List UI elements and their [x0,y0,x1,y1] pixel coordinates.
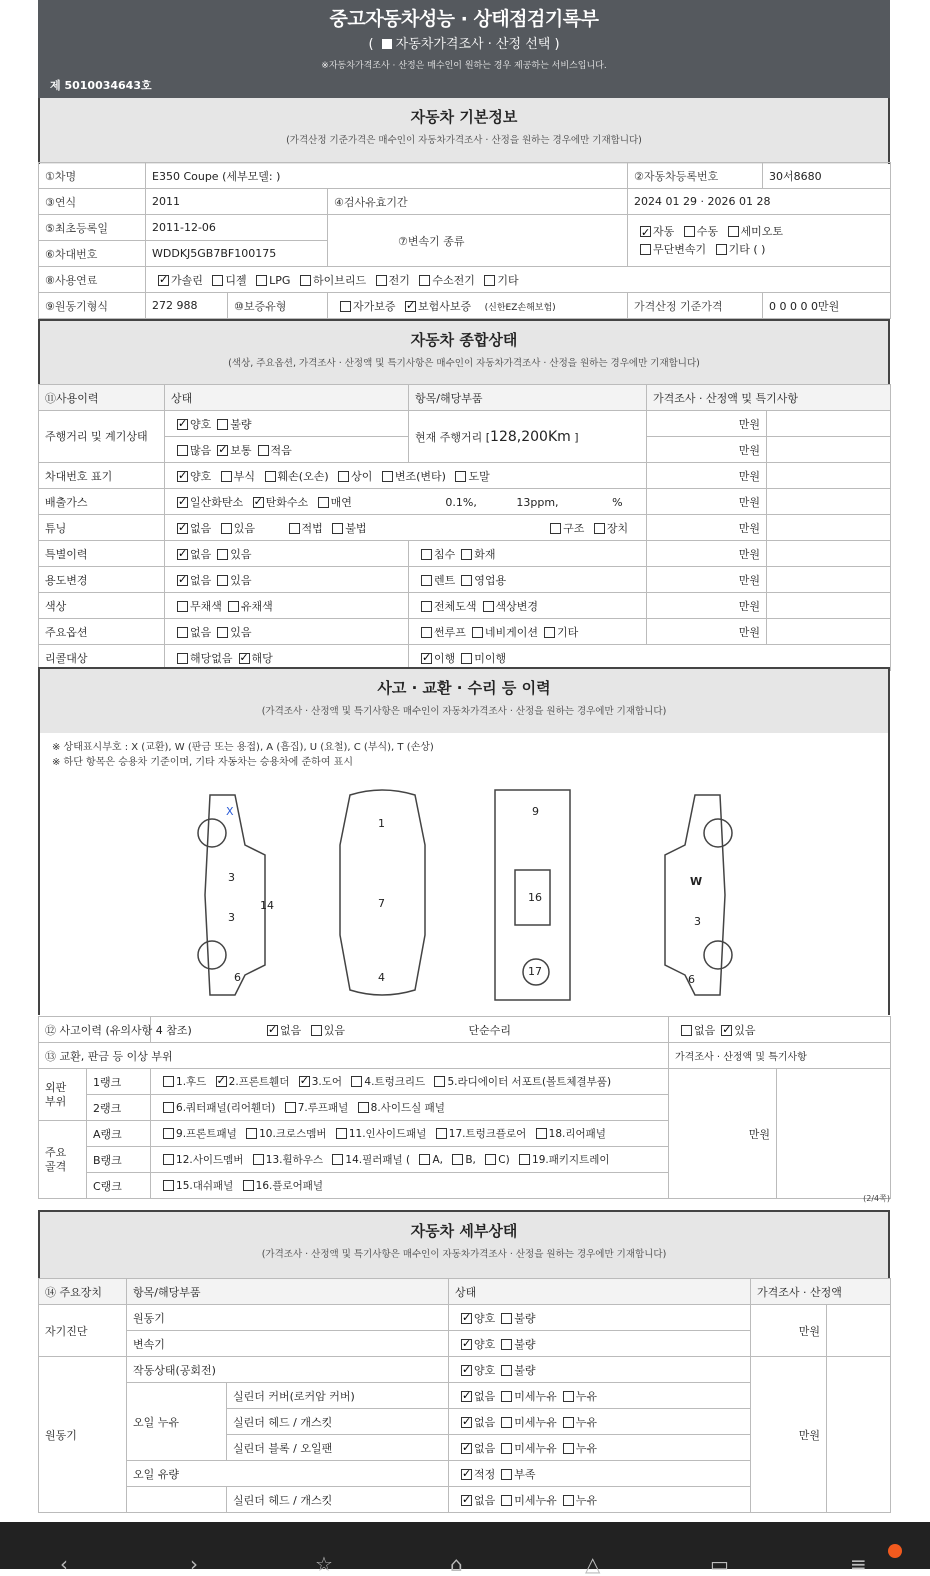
filled-square-icon [382,39,392,49]
accident-table [38,1016,891,1199]
emission-hc: 13ppm, [516,495,559,509]
checkbox-checked[interactable] [461,1313,472,1324]
checkbox[interactable] [256,275,267,286]
mark-w: W [690,875,703,888]
rank-b-parts: 12.사이드멤버 13.휠하우스 14.필러패널 ( A, B, C) 19.패키지트레이 [151,1147,669,1173]
valid-value: 2024 01 29 · 2026 01 28 [628,189,891,215]
usage-change-label: 용도변경 [39,567,165,593]
accident-section-title [38,667,890,733]
checkbox-checked[interactable] [405,301,416,312]
back-icon[interactable]: ‹ [60,1552,68,1576]
col-usage: ⑪사용이력 [39,385,165,411]
rank-a-label: A랭크 [87,1121,151,1147]
oil-flow-state: ✓ 적정 부족 [449,1461,751,1487]
oil-flow-item: 오일 유량 [127,1461,449,1487]
checkbox[interactable] [563,1417,574,1428]
unit-label: 만원 [647,567,767,593]
blank-cell [767,567,891,593]
checkbox[interactable] [501,1443,512,1454]
basic-info-title: 자동차 기본정보 [410,108,518,126]
part-3: 3 [694,915,701,928]
part-3: 3 [228,871,235,884]
first-reg-value: 2011-12-06 [146,215,328,241]
special-history-label: 특별이력 [39,541,165,567]
col-state: 상태 [449,1279,751,1305]
checkbox[interactable] [684,226,695,237]
idle-state: ✓ 양호 불량 [449,1357,751,1383]
rank-2-parts: 6.쿼터패널(리어휀더) 7.루프패널 8.사이드실 패널 [151,1095,669,1121]
block-state: ✓ 없음 미세누유 누유 [449,1435,751,1461]
share-icon[interactable]: △ [585,1552,601,1576]
blank-cell [767,515,891,541]
checkbox[interactable] [563,1443,574,1454]
rank-c-label: C랭크 [87,1173,151,1199]
checkbox[interactable] [501,1365,512,1376]
part-7: 7 [378,897,385,910]
idle-item: 작동상태(공회전) [127,1357,449,1383]
vin-label: ⑥차대번호 [39,241,146,267]
checkbox[interactable] [376,275,387,286]
fuel-label: ⑧사용연료 [39,267,146,293]
checkbox[interactable] [681,1025,692,1036]
car-side-left [205,795,265,995]
special-items: 침수 화재 [409,541,647,567]
usage-items: 렌트 영업용 [409,567,647,593]
part-14: 14 [260,899,274,912]
rank-b-label: B랭크 [87,1147,151,1173]
accident-title: 사고 · 교환 · 수리 등 이력 [377,679,551,697]
checkbox-checked[interactable] [461,1391,472,1402]
checkbox[interactable] [217,549,228,560]
checkbox-checked[interactable] [177,471,188,482]
recall-options: 해당없음✓ 해당 [165,645,409,671]
engine-label: ⑨원동기형식 [39,293,146,319]
checkbox[interactable] [285,1102,296,1113]
unit-label: 만원 [647,515,767,541]
rank-c-parts: 15.대쉬패널 16.플로어패널 [151,1173,669,1199]
rank-1-parts: 1.후드 ✓ 2.프론트휀더 ✓ 3.도어 4.트렁크리드 5.라디에이터 서포트(볼트체결부품) [151,1069,669,1095]
warranty-label: ⑩보증유형 [228,293,328,319]
detail-title: 자동차 세부상태 [410,1222,518,1240]
col-part: 항목/해당부품 [127,1279,449,1305]
part-6: 6 [234,971,241,984]
checkbox[interactable] [246,1128,257,1139]
part-9: 9 [532,805,539,818]
checkbox-checked[interactable] [461,1339,472,1350]
checkbox[interactable] [217,419,228,430]
warranty-options: 자가보증 ✓ 보험사보증 (신한EZ손해보험) [328,293,628,319]
rank-a-parts: 9.프론트패널 10.크로스멤버 11.인사이드패널 17.트렁크플로어 18.리어패널 [151,1121,669,1147]
checkbox[interactable] [163,1076,174,1087]
checkbox[interactable] [421,601,432,612]
coolant-head-state: ✓ 없음 미세누유 누유 [449,1487,751,1513]
car-side-right [665,795,725,995]
cylinder-block-item: 실린더 블록 / 오일팬 [227,1435,449,1461]
service-notice: ※자동차가격조사 · 산정은 매수인이 원하는 경우 제공하는 서비스입니다. [321,61,607,71]
blank-cell [767,411,891,437]
cylinder-head-item: 실린더 헤드 / 개스킷 [227,1409,449,1435]
checkbox-checked[interactable] [421,653,432,664]
checkbox[interactable] [536,1128,547,1139]
checkbox[interactable] [461,575,472,586]
col-item: 항목/해당부품 [409,385,647,411]
insurer-name: (신한EZ손해보험) [484,302,556,313]
checkbox-checked[interactable] [177,497,188,508]
color-options: 무채색 유채색 [165,593,409,619]
year-value: 2011 [146,189,328,215]
checkbox[interactable] [501,1417,512,1428]
checkbox-checked[interactable] [267,1025,278,1036]
fuel-options: ✓ 가솔린 디젤 LPG 하이브리드 전기 수소전기 기타 [146,267,891,293]
price-value: 0 0 0 0 0만원 [763,293,891,319]
bottom-toolbar [0,1522,930,1576]
col-price: 가격조사 · 산정액 및 특기사항 [647,385,891,411]
special-options: ✓ 없음 있음 [165,541,409,567]
col-estimate: 가격조사 · 산정액 [751,1279,891,1305]
tuning-options: ✓ 없음 있음 적법 불법 구조 장치 [165,515,647,541]
checkbox[interactable] [519,1154,530,1165]
checkbox[interactable] [461,549,472,560]
accident-note: (가격조사 · 산정액 및 특기사항은 매수인이 자동차가격조사 · 산정을 원하는 경우에만 기재합니다) [261,706,667,717]
checkbox[interactable] [338,471,349,482]
checkbox[interactable] [434,1076,445,1087]
checkbox[interactable] [258,445,269,456]
checkbox[interactable] [289,523,300,534]
unit-label: 만원 [647,541,767,567]
cover-state: ✓ 없음 미세누유 누유 [449,1383,751,1409]
checkbox[interactable] [501,1469,512,1480]
price-label: 가격산정 기준가격 [628,293,763,319]
valid-label: ④검사유효기간 [328,189,628,215]
emission-smoke: % [612,495,623,509]
color-items: 전체도색 색상변경 [409,593,647,619]
parts-right-header: 가격조사 · 산정액 및 특기사항 [669,1043,891,1069]
forward-icon[interactable]: › [190,1552,198,1576]
checkbox[interactable] [163,1128,174,1139]
tuning-label: 튜닝 [39,515,165,541]
trans-label: ⑦변속기 종류 [328,215,628,267]
checkbox-checked[interactable] [461,1495,472,1506]
part-3: 3 [228,911,235,924]
checkbox[interactable] [358,1102,369,1113]
blank-cell [827,1357,891,1513]
checkbox[interactable] [436,1128,447,1139]
accident-history-row: ✓ 없음 있음 단순수리 [151,1017,669,1043]
detail-note: (가격조사 · 산정액 및 특기사항은 매수인이 자동차가격조사 · 산정을 원하는 경우에만 기재합니다) [261,1249,667,1260]
overall-table [38,384,891,671]
checkbox[interactable] [300,275,311,286]
checkbox[interactable] [472,627,483,638]
parts-label: ⑬ 교환, 판금 등 이상 부위 [39,1043,669,1069]
unit-label: 만원 [647,619,767,645]
checkbox-checked[interactable] [253,497,264,508]
legend-symbols: ※ 상태표시부호 : X (교환), W (판금 또는 용접), A (흠집), U (요철), C (부식), T (손상) [52,742,434,753]
part-1: 1 [378,817,385,830]
checkbox[interactable] [421,549,432,560]
basic-info-note: (가격산정 기준가격은 매수인이 자동차가격조사 · 산정을 원하는 경우에만 기재합니다) [286,135,642,146]
blank-cell [767,437,891,463]
simple-repair-options: 없음✓ 있음 [669,1017,891,1043]
blank-cell [127,1487,227,1513]
checkbox[interactable] [421,575,432,586]
unit-label: 만원 [751,1357,827,1513]
reg-no-value: 30서8680 [763,163,891,189]
unit-label: 만원 [647,489,767,515]
checkbox[interactable] [243,1180,254,1191]
wheel [704,819,732,847]
checkbox-checked[interactable] [177,549,188,560]
checkbox-checked[interactable] [461,1443,472,1454]
main-frame-label: 주요 골격 [39,1121,87,1199]
checkbox-checked[interactable] [461,1469,472,1480]
recall-label: 리콜대상 [39,645,165,671]
checkbox-checked[interactable] [640,226,651,237]
wheel [704,941,732,969]
tabs-icon[interactable]: ▭ [710,1552,729,1576]
checkbox[interactable] [563,1391,574,1402]
document-subtitle: ( 자동차가격조사 · 산정 선택 ) [368,37,560,52]
checkbox[interactable] [452,1154,463,1165]
outer-panel-label: 외판 부위 [39,1069,87,1121]
unit-label: 만원 [647,463,767,489]
odometer-label: 주행거리 및 계기상태 [39,411,165,463]
emission-co: 0.1%, [445,495,477,509]
checkbox[interactable] [177,653,188,664]
option-options: 없음 있음 [165,619,409,645]
checkbox[interactable] [594,523,605,534]
part-4: 4 [378,971,385,984]
checkbox[interactable] [640,244,651,255]
odometer-status-2: 많음✓ 보통 적음 [165,437,409,463]
checkbox[interactable] [351,1076,362,1087]
rank-1-label: 1랭크 [87,1069,151,1095]
checkbox[interactable] [563,1495,574,1506]
checkbox[interactable] [163,1180,174,1191]
checkbox-checked[interactable] [158,275,169,286]
checkbox[interactable] [311,1025,322,1036]
checkbox[interactable] [461,653,472,664]
checkbox[interactable] [265,471,276,482]
notification-dot [888,1544,902,1558]
blank-cell [827,1305,891,1357]
checkbox[interactable] [382,471,393,482]
checkbox[interactable] [483,601,494,612]
checkbox[interactable] [332,1154,343,1165]
checkbox[interactable] [501,1495,512,1506]
transmission-item: 변속기 [127,1331,449,1357]
checkbox[interactable] [177,627,188,638]
vin-value: WDDKJ5GB7BF100175 [146,241,328,267]
checkbox-checked[interactable] [239,653,250,664]
home-icon[interactable]: ⌂ [450,1552,463,1576]
blank-cell [767,463,891,489]
checkbox-checked[interactable] [299,1076,310,1087]
part-17: 17 [528,965,542,978]
legend-note: ※ 하단 항목은 승용차 기준이며, 기타 자동차는 승용차에 준하여 표시 [52,757,353,768]
checkbox[interactable] [336,1128,347,1139]
parts-unit: 만원 [669,1069,777,1199]
transmission-state: ✓ 양호 불량 [449,1331,751,1357]
col-device: ⑭ 주요장치 [39,1279,127,1305]
checkbox-checked[interactable] [461,1417,472,1428]
checkbox[interactable] [340,301,351,312]
vin-mark-options: ✓ 양호 부식 훼손(오손) 상이 변조(변타) 도말 [165,463,647,489]
checkbox[interactable] [253,1154,264,1165]
menu-icon[interactable]: ≡ [850,1552,867,1576]
recall-items: ✓ 이행 미이행 [409,645,891,671]
blank-cell [767,489,891,515]
checkbox[interactable] [485,1154,496,1165]
oil-leak-label: 오일 누유 [127,1383,227,1461]
car-body-diagram [190,785,750,1005]
document-title: 중고자동차성능 · 상태점검기록부 [329,8,599,30]
mark-x: X [226,805,234,818]
detail-section-title [38,1210,890,1278]
checkbox[interactable] [163,1154,174,1165]
checkbox[interactable] [501,1339,512,1350]
checkbox[interactable] [228,601,239,612]
checkbox-checked[interactable] [177,575,188,586]
engine-section-label: 원동기 [39,1357,127,1513]
usage-options: ✓ 없음 있음 [165,567,409,593]
checkbox[interactable] [221,471,232,482]
col-status: 상태 [165,385,409,411]
detail-table [38,1278,891,1513]
overall-section-title [38,319,890,385]
odometer-value: 128,200Km [490,428,571,445]
star-icon[interactable]: ☆ [315,1552,333,1576]
overall-title: 자동차 종합상태 [410,331,518,349]
wheel [198,941,226,969]
checkbox[interactable] [550,523,561,534]
reg-no-label: ②자동차등록번호 [628,163,763,189]
checkbox[interactable] [177,445,188,456]
trans-options: ✓자동 수동 세미오토 무단변속기 기타 ( ) [628,215,891,267]
part-16: 16 [528,891,542,904]
odometer-reading: 현재 주행거리 [128,200Km ] [409,411,647,463]
car-name-value: E350 Coupe (세부모델: ) [146,163,628,189]
option-items: 썬루프 네비게이션 기타 [409,619,647,645]
car-name-label: ①차명 [39,163,146,189]
checkbox-checked[interactable] [217,445,228,456]
blank-cell [767,593,891,619]
checkbox[interactable] [332,523,343,534]
engine-state: ✓ 양호 불량 [449,1305,751,1331]
blank-cell [777,1069,891,1199]
head-state: ✓ 없음 미세누유 누유 [449,1409,751,1435]
page-number: (2/4쪽) [863,1194,890,1203]
checkbox[interactable] [484,275,495,286]
cylinder-cover-item: 실린더 커버(로커암 커버) [227,1383,449,1409]
checkbox-checked[interactable] [461,1365,472,1376]
checkbox[interactable] [163,1102,174,1113]
overall-note: (색상, 주요옵션, 가격조사 · 산정액 및 특기사항은 매수인이 자동차가격조사 · 산정을 원하는 경우에만 기재합니다) [228,358,700,369]
part-6: 6 [688,973,695,986]
checkbox-checked[interactable] [721,1025,732,1036]
unit-label: 만원 [751,1305,827,1357]
engine-value: 272 988 [146,293,228,319]
emission-options: ✓ 일산화탄소 ✓ 탄화수소 매연 0.1%, 13ppm, % [165,489,647,515]
self-diagnosis-label: 자기진단 [39,1305,127,1357]
emission-label: 배출가스 [39,489,165,515]
basic-info-table [38,162,891,319]
document-number: 제 5010034643호 [50,79,152,92]
accident-history-label: ⑫ 사고이력 (유의사항 4 참조) [39,1017,151,1043]
odometer-status-1: ✓양호 불량 [165,411,409,437]
unit-label: 만원 [647,411,767,437]
wheel [198,819,226,847]
engine-item: 원동기 [127,1305,449,1331]
unit-label: 만원 [647,437,767,463]
checkbox[interactable] [419,1154,430,1165]
checkbox[interactable] [728,226,739,237]
checkbox[interactable] [716,244,727,255]
vin-mark-label: 차대번호 표기 [39,463,165,489]
checkbox[interactable] [212,275,223,286]
checkbox[interactable] [501,1313,512,1324]
checkbox[interactable] [421,627,432,638]
checkbox-checked[interactable] [177,523,188,534]
checkbox-checked[interactable] [216,1076,227,1087]
checkbox[interactable] [455,471,466,482]
rank-2-label: 2랭크 [87,1095,151,1121]
blank-cell [767,541,891,567]
checkbox[interactable] [544,627,555,638]
first-reg-label: ⑤최초등록일 [39,215,146,241]
checkbox[interactable] [177,601,188,612]
main-option-label: 주요옵션 [39,619,165,645]
year-label: ③연식 [39,189,146,215]
color-label: 색상 [39,593,165,619]
checkbox[interactable] [501,1391,512,1402]
document-header [38,0,890,98]
checkbox[interactable] [221,523,232,534]
unit-label: 만원 [647,593,767,619]
coolant-head-item: 실린더 헤드 / 개스킷 [227,1487,449,1513]
checkbox[interactable] [217,575,228,586]
basic-info-section-title [38,98,890,164]
blank-cell [767,619,891,645]
checkbox-checked[interactable] [177,419,188,430]
simple-repair-label: 단순수리 [468,1023,512,1037]
checkbox[interactable] [419,275,430,286]
checkbox[interactable] [217,627,228,638]
checkbox[interactable] [318,497,329,508]
